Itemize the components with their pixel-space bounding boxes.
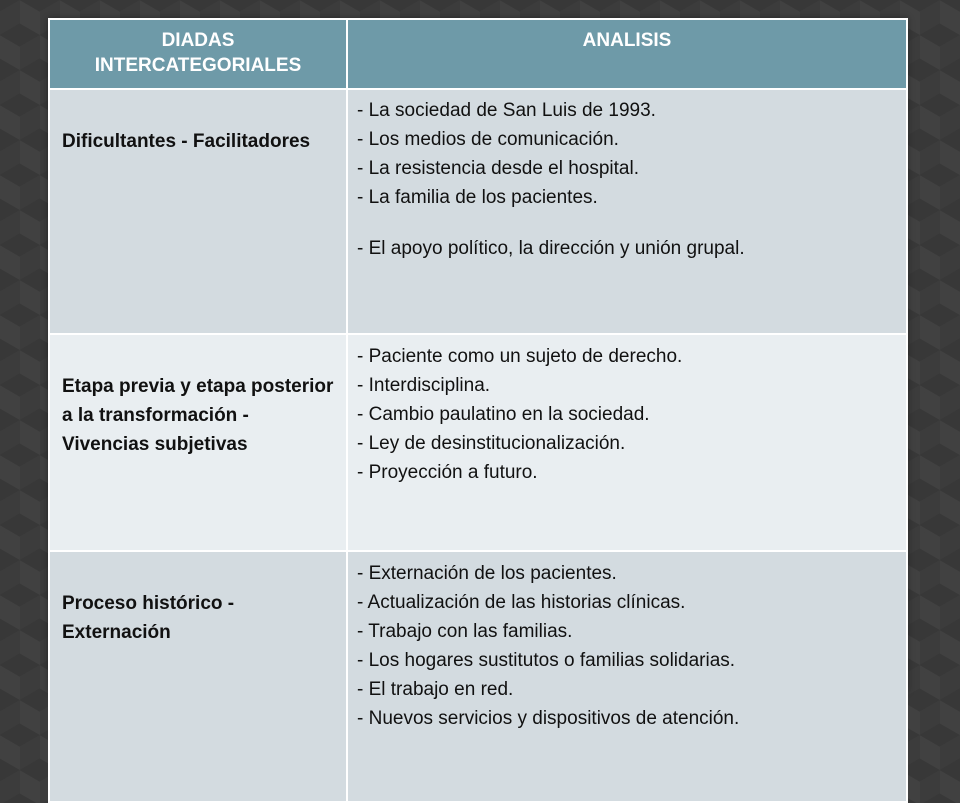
header-analisis: ANALISIS bbox=[348, 20, 906, 88]
analysis-item: - Los medios de comunicación. bbox=[357, 129, 619, 150]
analysis-item: - Nuevos servicios y dispositivos de atención. bbox=[357, 708, 740, 729]
item-spacer bbox=[357, 212, 900, 234]
analysis-cell bbox=[348, 335, 906, 550]
table-row bbox=[50, 90, 906, 333]
slide-frame bbox=[48, 18, 908, 729]
table-row bbox=[50, 552, 906, 801]
analysis-item: - Actualización de las historias clínicas. bbox=[357, 592, 686, 613]
analysis-item: - Ley de desinstitucionalización. bbox=[357, 433, 626, 454]
analysis-item: - Interdisciplina. bbox=[357, 375, 491, 396]
header-diadas: DIADAS INTERCATEGORIALES bbox=[50, 20, 346, 88]
analysis-item: - Trabajo con las familias. bbox=[357, 621, 573, 642]
analysis-cell bbox=[348, 90, 906, 333]
analysis-cell bbox=[348, 552, 906, 801]
analysis-item: - La sociedad de San Luis de 1993. bbox=[357, 100, 656, 121]
analysis-item: - Cambio paulatino en la sociedad. bbox=[357, 404, 650, 425]
analysis-item: - La resistencia desde el hospital. bbox=[357, 158, 639, 179]
analysis-item: - Los hogares sustitutos o familias solidarias. bbox=[357, 650, 736, 671]
analysis-item: - El trabajo en red. bbox=[357, 679, 514, 700]
header-row bbox=[50, 20, 906, 88]
analysis-item: - El apoyo político, la dirección y unión grupal. bbox=[357, 238, 745, 259]
table-row bbox=[50, 335, 906, 550]
analysis-item: - Paciente como un sujeto de derecho. bbox=[357, 346, 683, 367]
analysis-item: - Externación de los pacientes. bbox=[357, 563, 617, 584]
category-cell: Dificultantes - Facilitadores bbox=[50, 90, 346, 333]
analysis-table bbox=[48, 18, 908, 803]
analysis-item: - Proyección a futuro. bbox=[357, 462, 538, 483]
category-cell: Proceso histórico - Externación bbox=[50, 552, 346, 801]
analysis-item: - La familia de los pacientes. bbox=[357, 187, 598, 208]
category-cell: Etapa previa y etapa posterior a la transformación - Vivencias subjetivas bbox=[50, 335, 346, 550]
